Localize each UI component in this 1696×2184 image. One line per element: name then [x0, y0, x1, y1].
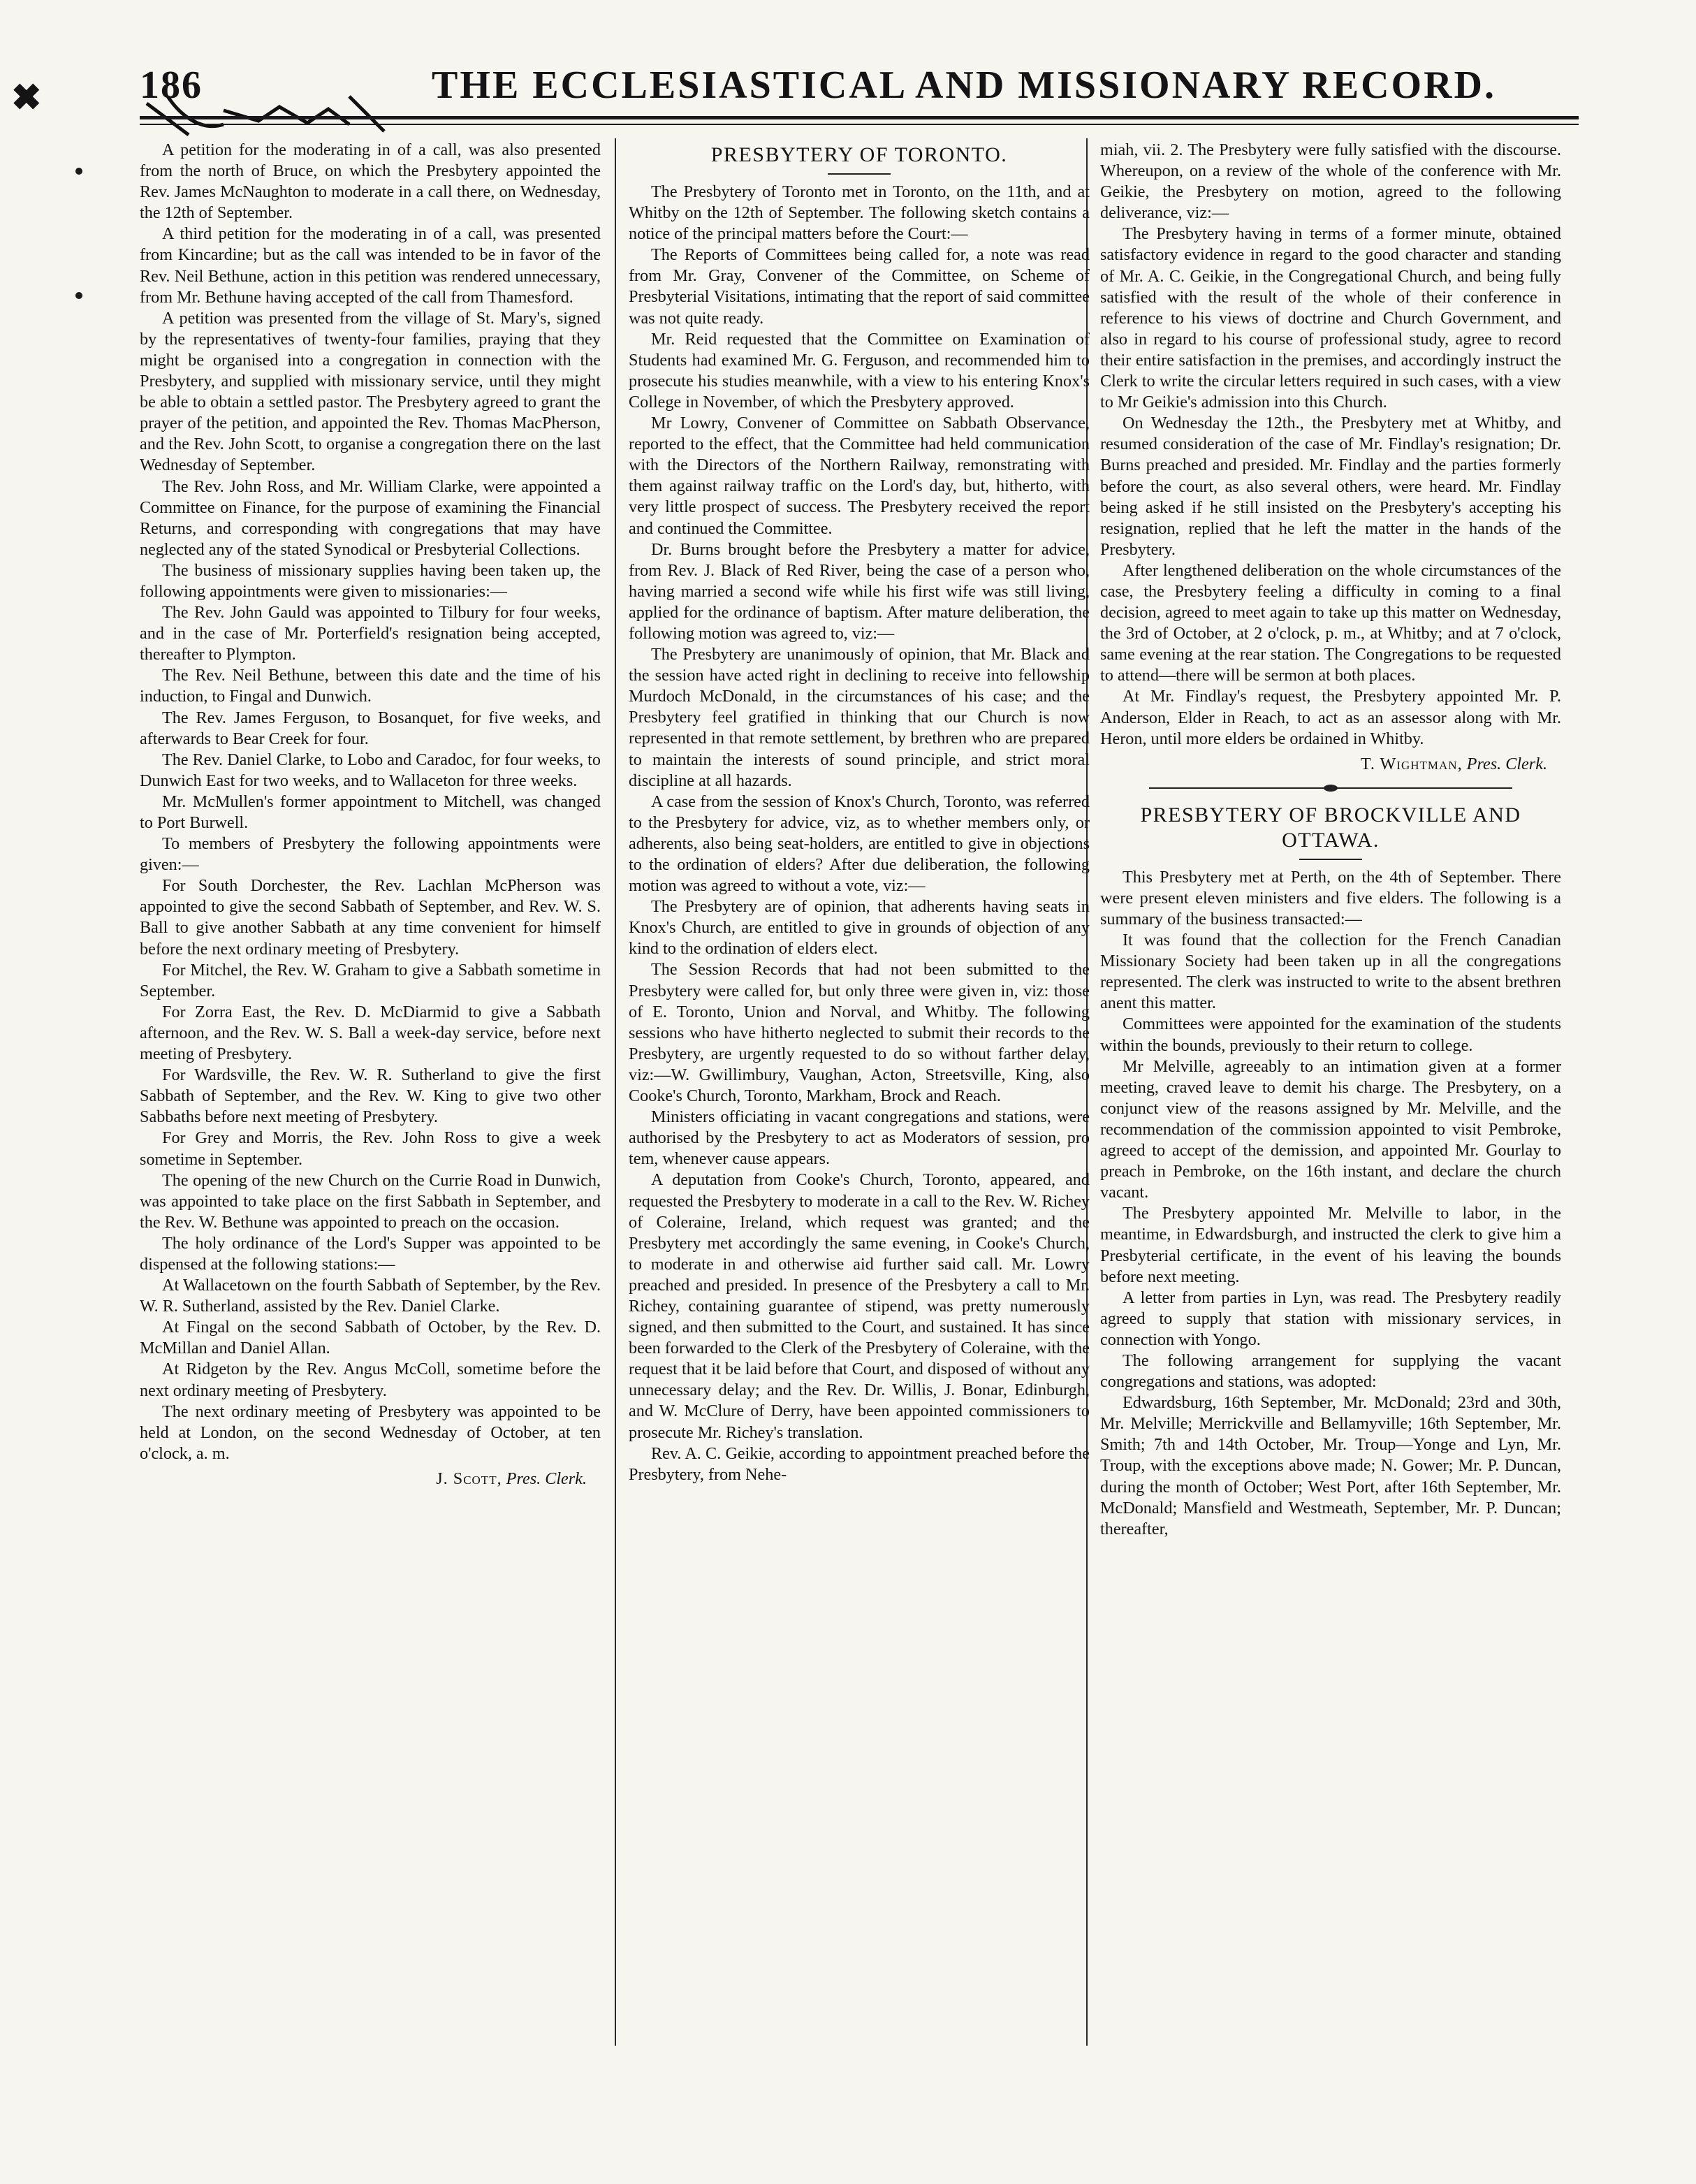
paragraph: A letter from parties in Lyn, was read. The Presbytery readily agreed to supply that station with missionary services, in connection with Yongo.: [1100, 1288, 1561, 1349]
paragraph: The Presbytery having in terms of a former minute, obtained satisfactory evidence in regard to the good character and standing of Mr. A. C. Geikie, in the Congregational Church, and being fully satisfied with the result of the whole of their conference in reference to his views of doctrine and Church Government, and also in regard to his course of professional study, agree to record their entire satisfaction in the premises, and accordingly instruct the Clerk to write the circular letters required in such cases, with a view to Mr Geikie's admission into this Church.: [1100, 224, 1561, 412]
section-heading-toronto: PRESBYTERY OF TORONTO.: [710, 143, 1008, 166]
paragraph: The Rev. James Ferguson, to Bosanquet, for five weeks, and afterwards to Bear Creek for four.: [140, 708, 601, 748]
paragraph: Mr Melville, agreeably to an intimation given at a former meeting, craved leave to demit his charge. The Presbytery, on a conjunct view of the reasons assigned by Mr. Melville, and the recommendation of the commission appointed to visit Pembroke, agreed to accept of the demission, and appointed Mr. Gourlay to preach in Pembroke, on the 16th instant, and declare the church vacant.: [1100, 1056, 1561, 1202]
header-rule-thick: [140, 116, 1579, 119]
signature-scott: [140, 1469, 601, 1490]
journal-title: THE ECCLESIASTICAL AND MISSIONARY RECORD.: [432, 64, 1496, 107]
page-header: [140, 54, 1579, 110]
paragraph: This Presbytery met at Perth, on the 4th of September. There were present eleven ministers and five elders. The following is a summary of the business transacted:—: [1100, 867, 1561, 929]
paragraph: The Presbytery appointed Mr. Melville to labor, in the meantime, in Edwardsburgh, and instructed the clerk to give him a Presbyterial certificate, in the event of his leaving the bounds before next meeting.: [1100, 1204, 1561, 1286]
paragraph: The Reports of Committees being called for, a note was read from Mr. Gray, Convener of the Committee, on Scheme of Presbyterial Visitations, intimating that the report of said committee was not quite ready.: [629, 245, 1090, 328]
signature-wightman: [1100, 754, 1561, 775]
paragraph: Rev. A. C. Geikie, according to appointment preached before the Presbytery, from Nehe-: [629, 1443, 1090, 1484]
paragraph: A deputation from Cooke's Church, Toronto, appeared, and requested the Presbytery to moderate in a call to the Rev. W. Richey of Coleraine, Ireland, which request was granted; and the Presbytery met accordingly the same evening, in Cooke's Church, to moderate in and otherwise aid further said call. Mr. Lowry preached and presided. In presence of the Presbytery a call to Mr. Richey, containing guarantee of stipend, was pretty numerously signed, and then submitted to the Court, and sustained. It has since been forwarded to the Clerk of the Presbytery of Coleraine, with the request that it be laid before that Court, and disposed of without any unnecessary delay; and the Rev. Dr. Willis, J. Bonar, Edinburgh, and W. McClure of Derry, have been appointed commissioners to prosecute Mr. Richey's translation.: [629, 1170, 1090, 1442]
paragraph: For Zorra East, the Rev. D. McDiarmid to give a Sabbath afternoon, and the Rev. W. S. Ball a week-day service, before next meeting of Presbytery.: [140, 1002, 601, 1064]
corner-scribble-mark: ✖: [11, 78, 42, 118]
paragraph: The Presbytery are of opinion, that adherents having seats in Knox's Church, are entitled to give in grounds of objection of any kind to the ordination of elders elect.: [629, 897, 1090, 959]
paragraph: For South Dorchester, the Rev. Lachlan McPherson was appointed to give the second Sabbath of September, and Rev. W. S. Ball to give another Sabbath at any time convenient for himself before the next ordinary meeting of Presbytery.: [140, 876, 601, 959]
paragraph: On Wednesday the 12th., the Presbytery met at Whitby, and resumed consideration of the case of Mr. Findlay's resignation; Dr. Burns preached and presided. Mr. Findlay and the parties formerly before the court, as also several others, were heard. Mr. Findlay being asked if he still insisted on the Presbytery's accepting his resignation, replied that he left the matter in the hands of the Presbytery.: [1100, 414, 1561, 559]
paragraph: A case from the session of Knox's Church, Toronto, was referred to the Presbytery for advice, viz, as to whether members only, or adherents, also being seat-holders, are entitled to give in objections to the ordination of elders? After due deliberation, the following motion was agreed to without a vote, viz:—: [629, 792, 1090, 896]
paragraph: The opening of the new Church on the Currie Road in Dunwich, was appointed to take place on the first Sabbath in September, and the Rev. W. Bethune was appointed to preach on the occasion.: [140, 1170, 601, 1232]
margin-dot: [75, 168, 82, 175]
column-1: [140, 140, 601, 1492]
margin-dot: [75, 292, 82, 299]
paragraph: Committees were appointed for the examination of the students within the bounds, previously to their return to college.: [1100, 1014, 1561, 1055]
paragraph: Mr Lowry, Convener of Committee on Sabbath Observance, reported to the effect, that the Committee had held communication with the Directors of the Northern Railway, remonstrating with them against railway traffic on the Lord's day, but, hitherto, with very little prospect of success. The Presbytery received the report and continued the Committee.: [629, 414, 1090, 538]
heading-rule: [828, 173, 891, 175]
paragraph: Ministers officiating in vacant congregations and stations, were authorised by the Presbytery to act as Moderators of session, pro tem, whenever cause appears.: [629, 1107, 1090, 1169]
paragraph: At Ridgeton by the Rev. Angus McColl, sometime before the next ordinary meeting of Presbytery.: [140, 1360, 601, 1400]
section-divider: [1100, 785, 1561, 792]
page-number: 186: [140, 64, 203, 107]
signature-title: Pres. Clerk.: [506, 1469, 587, 1488]
paragraph: The business of missionary supplies having been taken up, the following appointments were given to missionaries:—: [140, 560, 601, 601]
paragraph: Mr. McMullen's former appointment to Mitchell, was changed to Port Burwell.: [140, 792, 601, 832]
signature-name: J. Scott,: [436, 1469, 502, 1488]
paragraph: A third petition for the moderating in of a call, was presented from Kincardine; but as the call was intended to be in favor of the Rev. Neil Bethune, action in this petition was rendered unnecessary, from Mr. Bethune having accepted of the call from Thamesford.: [140, 224, 601, 307]
paragraph: The following arrangement for supplying the vacant congregations and stations, was adopted:: [1100, 1351, 1561, 1392]
paragraph: The Rev. John Ross, and Mr. William Clarke, were appointed a Committee on Finance, for the purpose of examining the Financial Returns, and corresponding with congregations that may have neglected any of the stated Synodical or Presbyterial Collections.: [140, 476, 601, 559]
column-3: [1100, 140, 1561, 1540]
paragraph: Edwardsburg, 16th September, Mr. McDonald; 23rd and 30th, Mr. Melville; Merrickville and Bellamyville; 16th September, Mr. Smith; 7th and 14th October, Mr. Troup—Yonge and Lyn, Mr. Troup, with the exceptions above made; N. Gower; Mr. P. Duncan, during the month of October; West Port, after 16th September, Mr. McDonald; Mansfield and Westmeath, September, Mr. P. Duncan; thereafter,: [1100, 1393, 1561, 1538]
paragraph: A petition for the moderating in of a call, was also presented from the north of Bruce, on which the Presbytery appointed the Rev. James McNaughton to moderate in a call there, on Wednesday, the 12th of September.: [140, 140, 601, 223]
paragraph: The Rev. Neil Bethune, between this date and the time of his induction, to Fingal and Dunwich.: [140, 666, 601, 706]
column-divider: [615, 138, 616, 2046]
paragraph: For Grey and Morris, the Rev. John Ross to give a week sometime in September.: [140, 1128, 601, 1169]
paragraph: Dr. Burns brought before the Presbytery a matter for advice, from Rev. J. Black of Red River, being the case of a person who, having married a second wife while his first wife was still living, applied for the ordinance of baptism. After mature deliberation, the following motion was agreed to, viz:—: [629, 539, 1090, 643]
signature-title: Pres. Clerk.: [1466, 754, 1547, 773]
header-rule-thin: [140, 124, 1579, 125]
paragraph: The Rev. John Gauld was appointed to Tilbury for four weeks, and in the case of Mr. Porterfield's resignation being accepted, thereafter to Plympton.: [140, 603, 601, 664]
paragraph: The Presbytery are unanimously of opinion, that Mr. Black and the session have acted right in declining to receive into fellowship Murdoch McDonald, in the circumstances of his case; and the Presbytery feel gratified in thinking that our Church is now represented in that remote settlement, by brethren who are prepared to maintain the interests of sound principle, and strict moral discipline at all hazards.: [629, 645, 1090, 790]
paragraph: After lengthened deliberation on the whole circumstances of the case, the Presbytery feeling a difficulty in coming to a final decision, agreed to meet again to take up this matter on Wednesday, the 3rd of October, at 2 o'clock, p. m., at Whitby; and at 7 o'clock, same evening at the rear station. The Congregations to be requested to attend—there will be sermon at both places.: [1100, 560, 1561, 685]
signature-name: T. Wightman,: [1360, 754, 1463, 773]
paragraph: Mr. Reid requested that the Committee on Examination of Students had examined Mr. G. Ferguson, and recommended him to prosecute his studies meanwhile, with a view to his entering Knox's College in November, of which the Presbytery approved.: [629, 329, 1090, 412]
paragraph: The next ordinary meeting of Presbytery was appointed to be held at London, on the second Wednesday of October, at ten o'clock, a. m.: [140, 1402, 601, 1463]
paragraph: The Session Records that had not been submitted to the Presbytery were called for, but only three were given in, viz: those of E. Toronto, Union and Norval, and Whitby. The following sessions who have hitherto neglected to submit their records to the Presbytery, are urgently requested to do so without farther delay, viz:—W. Gwillimbury, Vaughan, Acton, Streetsville, King, also Cooke's Church, Toronto, Markham, Brock and Reach.: [629, 960, 1090, 1106]
paragraph: The holy ordinance of the Lord's Supper was appointed to be dispensed at the following stations:—: [140, 1233, 601, 1274]
column-2: [629, 140, 1090, 1485]
paragraph: miah, vii. 2. The Presbytery were fully satisfied with the discourse. Whereupon, on a review of the whole of the conference with Mr. Geikie, the Presbytery on motion, agreed to the following deliverance, viz:—: [1100, 140, 1561, 223]
paragraph: The Presbytery of Toronto met in Toronto, on the 11th, and at Whitby on the 12th of September. The following sketch contains a notice of the principal matters before the Court:—: [629, 182, 1090, 244]
paragraph: For Wardsville, the Rev. W. R. Sutherland to give the first Sabbath of September, and the Rev. W. King to give two other Sabbaths before next meeting of Presbytery.: [140, 1065, 601, 1127]
paragraph: It was found that the collection for the French Canadian Missionary Society had been taken up in all the congregations represented. The clerk was instructed to write to the absent brethren anent this matter.: [1100, 931, 1561, 1013]
section-heading-brockville: PRESBYTERY OF BROCKVILLE AND OTTAWA.: [1140, 803, 1521, 852]
paragraph: The Rev. Daniel Clarke, to Lobo and Caradoc, for four weeks, to Dunwich East for two weeks, and to Wallaceton for three weeks.: [140, 750, 601, 790]
heading-rule: [1299, 859, 1362, 860]
paragraph: At Fingal on the second Sabbath of October, by the Rev. D. McMillan and Daniel Allan.: [140, 1318, 601, 1358]
paragraph: At Wallacetown on the fourth Sabbath of September, by the Rev. W. R. Sutherland, assisted by the Rev. Daniel Clarke.: [140, 1276, 601, 1316]
paragraph: For Mitchel, the Rev. W. Graham to give a Sabbath sometime in September.: [140, 960, 601, 1000]
paragraph: To members of Presbytery the following appointments were given:—: [140, 834, 601, 875]
paragraph: At Mr. Findlay's request, the Presbytery appointed Mr. P. Anderson, Elder in Reach, to act as an assessor along with Mr. Heron, until more elders be ordained in Whitby.: [1100, 687, 1561, 748]
paragraph: A petition was presented from the village of St. Mary's, signed by the representatives of twenty-four families, praying that they might be organised into a congregation in connection with the Presbytery, and supplied with missionary service, until they might be able to obtain a settled pastor. The Presbytery agreed to grant the prayer of the petition, and appointed the Rev. Thomas MacPherson, and the Rev. John Scott, to organise a congregation there on the last Wednesday of September.: [140, 308, 601, 475]
